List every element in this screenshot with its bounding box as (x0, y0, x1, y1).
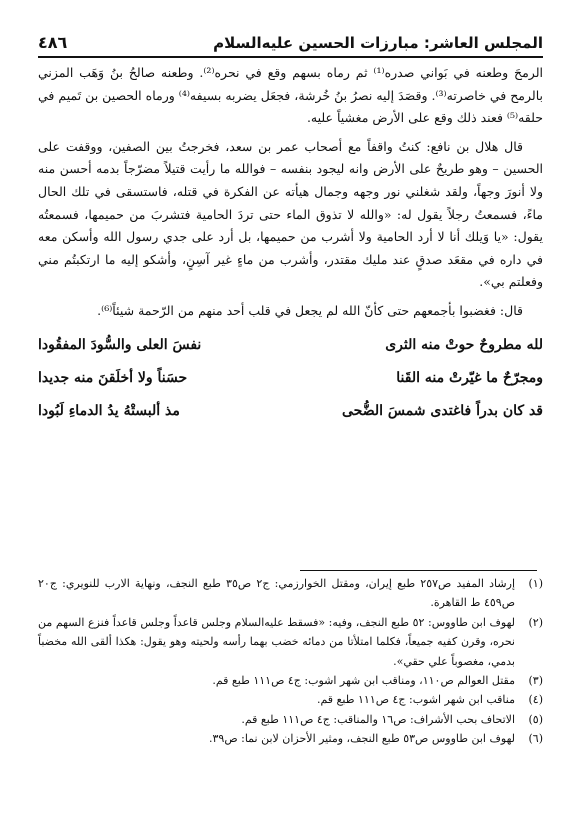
page-header (38, 26, 543, 52)
footnote-rule (300, 570, 537, 571)
header-rule (38, 56, 543, 58)
footnote (38, 729, 543, 748)
poem-verse (38, 329, 543, 362)
footnote-number: (٤) (528, 693, 543, 707)
verse-second-half: مذ ألبستْهُ يدُ الدماءِ لَبُودا (38, 402, 180, 419)
footnote-number: (٥) (528, 712, 543, 726)
footnote-number: (٦) (528, 732, 543, 746)
main-text (38, 62, 543, 428)
footnote-number: (٢) (528, 615, 543, 629)
footnote-text: مقتل العوالم ص١١٠، ومناقب ابن شهر اشوب: ج٤ ص١١١ طبع قم. (212, 674, 515, 688)
poem-verse (38, 395, 543, 428)
verse-first-half: قد كان بدراً فاغتدى شمسَ الضُّحى (341, 402, 543, 419)
footnote (38, 574, 543, 613)
footnote-number: (٣) (528, 674, 543, 688)
verse-second-half: حسَناً ولا أخلَقنَ منه جديدا (38, 369, 188, 386)
verse-first-half: ومجرّحٌ ما غيّرتْ منه القَنا (396, 369, 543, 386)
verse-first-half: لله مطروحٌ حوتْ منه الثرى (385, 336, 543, 353)
running-title: المجلس العاشر: مبارزات الحسين عليه‌السلام (213, 34, 543, 52)
paragraph: قال: فغضبوا بأجمعهم حتى كأنّ الله لم يجعل في قلب أحد منهم من الرّحمة شيئاً⁽⁶⁾. (97, 302, 523, 318)
footnote-text: مناقب ابن شهر اشوب: ج٤ ص١١١ طبع قم. (316, 693, 515, 707)
poem-verse (38, 362, 543, 395)
footnote-number: (١) (528, 577, 543, 590)
footnote (38, 710, 543, 729)
footnote (38, 690, 543, 709)
footnote-text: إرشاد المفيد ص٢٥٧ طبع إيران، ومقتل الخوارزمي: ج٢ ص٣٥ طبع النجف، ونهاية الارب للنويري: ج٢٠ ص٤٥٩ ط القاهرة. (38, 577, 515, 610)
footnote (38, 671, 543, 690)
poem (38, 329, 543, 428)
paragraph: الرمحَ وطعنه في بَواني صدره⁽¹⁾ ثم رماه بسهم وقع في نحره⁽²⁾. وطعنه صالحُ بنُ وَهَب المزني بالرمح في خاصرته⁽³⁾. وقصَدَ إليه نصرُ بنُ خُرشة، فجعَل يضربه بسيفه⁽⁴⁾ ورماه الحصين بن تَميم في حلقه⁽⁵⁾ فعند ذلك وقع على الأرض مغشياً عليه. (38, 65, 543, 126)
footnote-text: لهوف ابن طاووس ص٥٣ طبع النجف، ومثير الأحزان لابن نما: ص٣٩. (208, 732, 515, 746)
footnotes (38, 574, 543, 749)
footnote-text: الاتحاف بحب الأشراف: ص١٦ والمناقب: ج٤ ص١١١ طبع قم. (241, 712, 515, 726)
page-number: ٤٨٦ (38, 33, 68, 52)
footnote-text: لهوف ابن طاووس: ٥٢ طبع النجف، وفيه: «فسقط عليه‌السلام وجلس قاعداً وجلس قاعداً فنزع السهم من نحره، وقرن كفيه جميعاً، فكلما امتلأتا من دمائه خضب بهما رأسه ولحيته وهو يقول: هكذا ألقى الله مخضباً بدمي، مغصوباً علي حقي». (38, 615, 515, 668)
footnote (38, 613, 543, 671)
verse-second-half: نفسَ العلى والسُّودَ المفقُودا (38, 336, 202, 353)
paragraph: قال هلال بن نافع: كنتُ واقفاً مع أصحاب عمر بن سعد، فخرجتُ بين الصفين، ووقفت على الحسين – وهو طريحٌ على الأرض وانه ليجود بنفسه – فوالله ما رأيت قتيلاً مضرّجاً بدمه أحسن منه ولا أنورَ وجهاً، ولقد شغلني نور وجهه وجمال هيأته عن الفكرة في قتله، فاستسقى في تلك الحال ماءً، فسمعتُ رجلاً يقول له: «والله لا تذوق الماء حتى تردَ الحامية فتشربَ من حميمها، فسمعتُه يقول: «يا وَيلك أنا لا أرد الحامية ولا أشرب من حميمها، بل أرد على جدي رسول الله وأسكن معه في داره في مقعَد صدقٍ عند مليك مقتدر، وأشرب من ماءٍ غير آسِنٍ، وأشكو إليه ما ارتكبتُم مني وفعلتم بي». (38, 138, 543, 290)
